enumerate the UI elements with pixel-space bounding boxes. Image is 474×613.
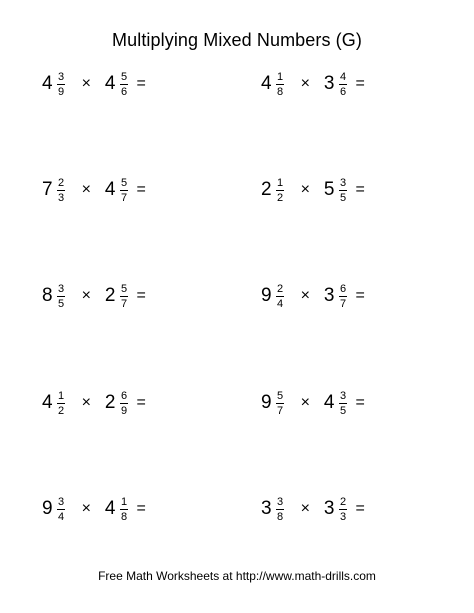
equals-sign: = — [136, 181, 146, 198]
numerator: 3 — [58, 282, 65, 295]
multiply-sign: × — [300, 394, 310, 411]
footer-credit: Free Math Worksheets at http://www.math-drills.com — [98, 569, 376, 583]
denominator: 7 — [277, 404, 284, 417]
whole-part: 9 — [261, 285, 272, 306]
first-mixed-number — [42, 71, 66, 98]
numerator: 2 — [339, 495, 347, 508]
problem-1 — [42, 66, 146, 102]
equals-sign: = — [355, 287, 365, 304]
equals-sign: = — [355, 500, 365, 517]
whole-part: 4 — [323, 392, 335, 413]
numerator: 2 — [277, 282, 284, 295]
fraction — [276, 390, 285, 417]
first-mixed-number — [261, 177, 285, 204]
numerator: 3 — [339, 389, 347, 402]
denominator: 3 — [339, 510, 347, 523]
multiply-sign: × — [300, 500, 310, 517]
equals-sign: = — [355, 394, 365, 411]
denominator: 2 — [277, 191, 284, 204]
denominator: 2 — [58, 404, 65, 417]
whole-part: 8 — [42, 285, 53, 306]
fraction — [339, 390, 348, 417]
fraction — [57, 283, 66, 310]
fraction — [120, 496, 129, 523]
whole-part: 5 — [323, 179, 335, 200]
denominator: 7 — [120, 191, 128, 204]
worksheet-title: Multiplying Mixed Numbers (G) — [112, 30, 362, 50]
fraction — [120, 71, 129, 98]
fraction — [120, 177, 129, 204]
denominator: 5 — [339, 404, 347, 417]
second-mixed-number — [324, 177, 348, 204]
numerator: 1 — [58, 389, 65, 402]
equals-sign: = — [355, 75, 365, 92]
whole-part: 2 — [104, 285, 116, 306]
second-mixed-number — [105, 283, 129, 310]
fraction — [339, 496, 348, 523]
whole-part: 2 — [261, 179, 272, 200]
whole-part: 4 — [104, 179, 116, 200]
whole-part: 9 — [261, 392, 272, 413]
multiply-sign: × — [300, 75, 310, 92]
problem-7 — [42, 385, 146, 421]
fraction — [339, 283, 348, 310]
first-mixed-number — [261, 283, 285, 310]
whole-part: 4 — [104, 73, 116, 94]
fraction — [276, 283, 285, 310]
denominator: 4 — [277, 297, 284, 310]
second-mixed-number — [324, 390, 348, 417]
whole-part: 4 — [104, 498, 116, 519]
second-mixed-number — [324, 71, 348, 98]
first-mixed-number — [42, 283, 66, 310]
numerator: 1 — [120, 495, 128, 508]
problem-10 — [261, 491, 365, 527]
denominator: 7 — [120, 297, 128, 310]
numerator: 5 — [120, 176, 128, 189]
whole-part: 4 — [42, 73, 53, 94]
equals-sign: = — [136, 394, 146, 411]
numerator: 1 — [277, 70, 284, 83]
numerator: 3 — [277, 495, 284, 508]
problem-4 — [261, 172, 365, 208]
numerator: 2 — [58, 176, 65, 189]
whole-part: 3 — [323, 73, 335, 94]
second-mixed-number — [324, 283, 348, 310]
numerator: 3 — [58, 495, 65, 508]
multiply-sign: × — [300, 181, 310, 198]
multiply-sign: × — [81, 287, 91, 304]
whole-part: 4 — [42, 392, 53, 413]
denominator: 7 — [339, 297, 347, 310]
fraction — [339, 71, 348, 98]
first-mixed-number — [261, 71, 285, 98]
denominator: 8 — [120, 510, 128, 523]
first-mixed-number — [261, 390, 285, 417]
numerator: 6 — [120, 389, 128, 402]
fraction — [339, 177, 348, 204]
fraction — [276, 496, 285, 523]
multiply-sign: × — [300, 287, 310, 304]
numerator: 5 — [277, 389, 284, 402]
numerator: 3 — [58, 70, 65, 83]
whole-part: 3 — [323, 498, 335, 519]
whole-part: 3 — [323, 285, 335, 306]
problem-6 — [261, 278, 365, 314]
second-mixed-number — [105, 177, 129, 204]
second-mixed-number — [105, 71, 129, 98]
whole-part: 4 — [261, 73, 272, 94]
denominator: 6 — [339, 85, 347, 98]
second-mixed-number — [105, 496, 129, 523]
problem-5 — [42, 278, 146, 314]
equals-sign: = — [136, 75, 146, 92]
multiply-sign: × — [81, 181, 91, 198]
first-mixed-number — [261, 496, 285, 523]
fraction — [276, 71, 285, 98]
whole-part: 2 — [104, 392, 116, 413]
first-mixed-number — [42, 496, 66, 523]
denominator: 5 — [339, 191, 347, 204]
fraction — [57, 177, 66, 204]
whole-part: 3 — [261, 498, 272, 519]
fraction — [57, 71, 66, 98]
fraction — [120, 390, 129, 417]
denominator: 4 — [58, 510, 65, 523]
fraction — [57, 496, 66, 523]
numerator: 4 — [339, 70, 347, 83]
second-mixed-number — [105, 390, 129, 417]
equals-sign: = — [136, 287, 146, 304]
first-mixed-number — [42, 177, 66, 204]
multiply-sign: × — [81, 500, 91, 517]
denominator: 8 — [277, 510, 284, 523]
first-mixed-number — [42, 390, 66, 417]
numerator: 3 — [339, 176, 347, 189]
denominator: 9 — [58, 85, 65, 98]
numerator: 6 — [339, 282, 347, 295]
fraction — [276, 177, 285, 204]
denominator: 5 — [58, 297, 65, 310]
fraction — [120, 283, 129, 310]
denominator: 3 — [58, 191, 65, 204]
numerator: 1 — [277, 176, 284, 189]
whole-part: 7 — [42, 179, 53, 200]
fraction — [57, 390, 66, 417]
multiply-sign: × — [81, 394, 91, 411]
equals-sign: = — [355, 181, 365, 198]
whole-part: 9 — [42, 498, 53, 519]
problem-3 — [42, 172, 146, 208]
problem-9 — [42, 491, 146, 527]
denominator: 8 — [277, 85, 284, 98]
numerator: 5 — [120, 282, 128, 295]
problem-8 — [261, 385, 365, 421]
denominator: 9 — [120, 404, 128, 417]
numerator: 5 — [120, 70, 128, 83]
multiply-sign: × — [81, 75, 91, 92]
denominator: 6 — [120, 85, 128, 98]
problem-2 — [261, 66, 365, 102]
second-mixed-number — [324, 496, 348, 523]
equals-sign: = — [136, 500, 146, 517]
